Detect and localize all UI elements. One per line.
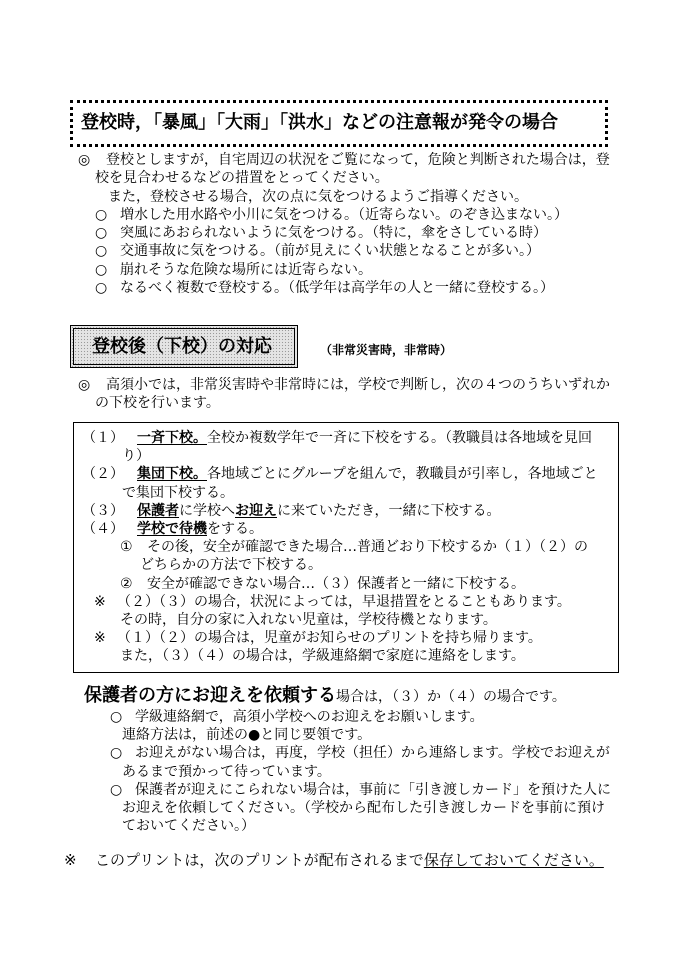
option-3	[74, 502, 618, 520]
circle-mark: ○	[110, 781, 123, 798]
circle-mark: ○	[95, 280, 108, 297]
option-text	[137, 429, 592, 447]
option-1	[74, 429, 618, 447]
option-label: （１）	[82, 430, 124, 446]
list-item	[0, 206, 688, 224]
circle-mark: ○	[110, 745, 123, 762]
list-item-text: 保護者が迎えにこられない場合は，事前に「引き渡しカード」を預けた人に	[135, 781, 611, 798]
option-description-cont: で集団下校する。	[122, 484, 234, 501]
option-text	[137, 502, 500, 520]
option-description: に学校へ	[179, 502, 235, 519]
sub-item-2	[74, 575, 618, 593]
footer-text	[95, 851, 604, 869]
dismissal-options-box	[73, 422, 619, 673]
list-item	[0, 279, 688, 297]
option-emphasis-2: お迎え	[235, 502, 277, 519]
footer-line	[0, 851, 688, 869]
circle-mark: ○	[95, 261, 108, 278]
sub-item-1	[74, 538, 618, 556]
list-item-cont	[0, 726, 688, 744]
option-text	[137, 465, 598, 483]
dismissal-options-list	[74, 429, 618, 665]
section2-intro-text: 高須小では，非常災害時や非常時には，学校で判断し，次の４つのうちいずれか	[106, 377, 610, 393]
sub-item-mark: ②	[120, 575, 133, 592]
list-item-text: なるべく複数で登校する。（低学年は高学年の人と一緒に登校する。）	[120, 280, 554, 297]
section2-heading: 登校後（下校）の対応	[92, 336, 272, 357]
note-1	[74, 593, 618, 611]
option-emphasis: 集団下校。	[137, 466, 207, 483]
list-item-text-cont: お迎えを依頼してください。（学校から配布した引き渡しカードを事前に預け	[122, 799, 605, 816]
reference-mark: ※	[94, 593, 106, 610]
list-item-text: 交通事故に気をつける。（前が見えにくい状態となることが多い。）	[120, 243, 540, 260]
list-item-text-cont: あるまで預かって待っています。	[122, 763, 331, 780]
option-description: をする。	[207, 520, 263, 537]
option-emphasis: 保護者	[137, 502, 179, 519]
option-label: （４）	[82, 520, 124, 537]
list-item	[0, 708, 688, 726]
footer-note	[0, 851, 688, 869]
sub-item-text: 安全が確認できない場合…（３）保護者と一緒に下校する。	[147, 575, 525, 592]
option-description: 各地域ごとにグループを組んで，教職員が引率し，各地域ごと	[207, 466, 598, 483]
list-item	[0, 261, 688, 279]
circle-mark: ○	[95, 206, 108, 223]
list-item	[0, 781, 688, 799]
option-label: （３）	[82, 502, 124, 519]
double-circle-mark: ◎	[78, 152, 91, 168]
note-2-cont	[74, 647, 618, 665]
note-text-cont: また，（３）（４）の場合は，学級連絡網で家庭に連絡をします。	[120, 648, 525, 665]
list-item-text: お迎えがない場合は，再度，学校（担任）から連絡します。学校でお迎えが	[135, 745, 610, 762]
alert-heading-box	[70, 100, 608, 147]
list-item	[0, 224, 688, 242]
section3-body	[0, 708, 688, 835]
section2-intro-line-1	[0, 376, 688, 394]
note-text: （２）（３）の場合，状況によっては，早退措置をとることもあります。	[117, 593, 571, 610]
section1-body	[0, 151, 688, 297]
section3-heading	[84, 685, 566, 708]
alert-heading: 登校時，「暴風」「大雨」「洪水」などの注意報が発令の場合	[81, 112, 558, 133]
list-item-cont	[0, 799, 688, 817]
section2-subheading: （非常災害時，非常時）	[320, 343, 453, 357]
list-item-text: 学級連絡網で，高須小学校へのお迎えをお願いします。	[135, 709, 484, 725]
list-item-text: 増水した用水路や小川に気をつける。（近寄らない。のぞき込まない。）	[120, 206, 568, 223]
option-description: 全校か複数学年で一斉に下校をする。（教職員は各地域を見回	[207, 430, 592, 446]
note-2	[74, 629, 618, 647]
option-4	[74, 520, 618, 538]
list-item-cont	[0, 763, 688, 781]
list-item-text: 崩れそうな危険な場所には近寄らない。	[120, 261, 372, 278]
circle-mark: ○	[110, 709, 123, 725]
option-description-cont: り）	[122, 448, 150, 465]
sub-item-text-cont: どちらかの方法で下校する。	[140, 557, 322, 574]
option-2	[74, 465, 618, 483]
circle-mark: ○	[95, 225, 108, 242]
section1-note	[0, 188, 688, 206]
list-item	[0, 242, 688, 260]
option-1-cont	[74, 447, 618, 465]
footer-text-main: このプリントは，次のプリントが配布されるまで	[95, 851, 424, 869]
double-circle-mark: ◎	[78, 377, 91, 393]
section2-intro	[0, 376, 688, 413]
option-description-2: に来ていただき，一緒に下校する。	[277, 502, 501, 519]
sub-item-text: その後，安全が確認できた場合…普通どおり下校するか（１）（２）の	[147, 539, 588, 556]
section1-intro-text: 登校としますが，自宅周辺の状況をご覧になって，危険と判断された場合は，登	[106, 152, 610, 168]
option-emphasis: 学校で待機	[137, 520, 207, 537]
sub-item-1-cont	[74, 556, 618, 574]
note-text: （１）（２）の場合は，児童がお知らせのプリントを持ち帰ります。	[117, 630, 542, 647]
reference-mark: ※	[64, 851, 77, 869]
section2-intro-line-2	[0, 394, 688, 412]
option-emphasis: 一斉下校。	[137, 430, 207, 446]
section1-intro-line-2	[0, 169, 688, 187]
list-item-text-cont: 連絡方法は，前述の●と同じ要領です。	[122, 727, 372, 744]
option-text	[137, 520, 263, 538]
circle-mark: ○	[95, 243, 108, 260]
section2-intro-text: の下校を行います。	[95, 395, 220, 412]
section1-intro-line-1	[0, 151, 688, 169]
section1-note-text: また，登校させる場合，次の点に気をつけるようご指導ください。	[108, 188, 528, 205]
section3-heading-emphasis: 保護者の方にお迎えを依頼する	[84, 685, 336, 706]
note-1-cont	[74, 611, 618, 629]
section3-heading-rest: 場合は，（３）か（４）の場合です。	[336, 689, 566, 705]
sub-item-mark: ①	[120, 539, 133, 556]
note-text-cont: その時，自分の家に入れない児童は，学校待機となります。	[120, 611, 497, 628]
option-label: （２）	[82, 466, 124, 483]
option-2-cont	[74, 484, 618, 502]
reference-mark: ※	[94, 630, 106, 647]
footer-text-underlined: 保存しておいてください。	[423, 851, 604, 869]
list-item-text-cont: ておいてください。）	[122, 818, 255, 835]
section2-heading-box	[70, 325, 298, 368]
list-item-text: 突風にあおられないように気をつける。（特に，傘をさしている時）	[120, 225, 547, 242]
section1-intro-text: 校を見合わせるなどの措置をとってください。	[95, 170, 389, 187]
list-item	[0, 744, 688, 762]
list-item-cont	[0, 817, 688, 835]
